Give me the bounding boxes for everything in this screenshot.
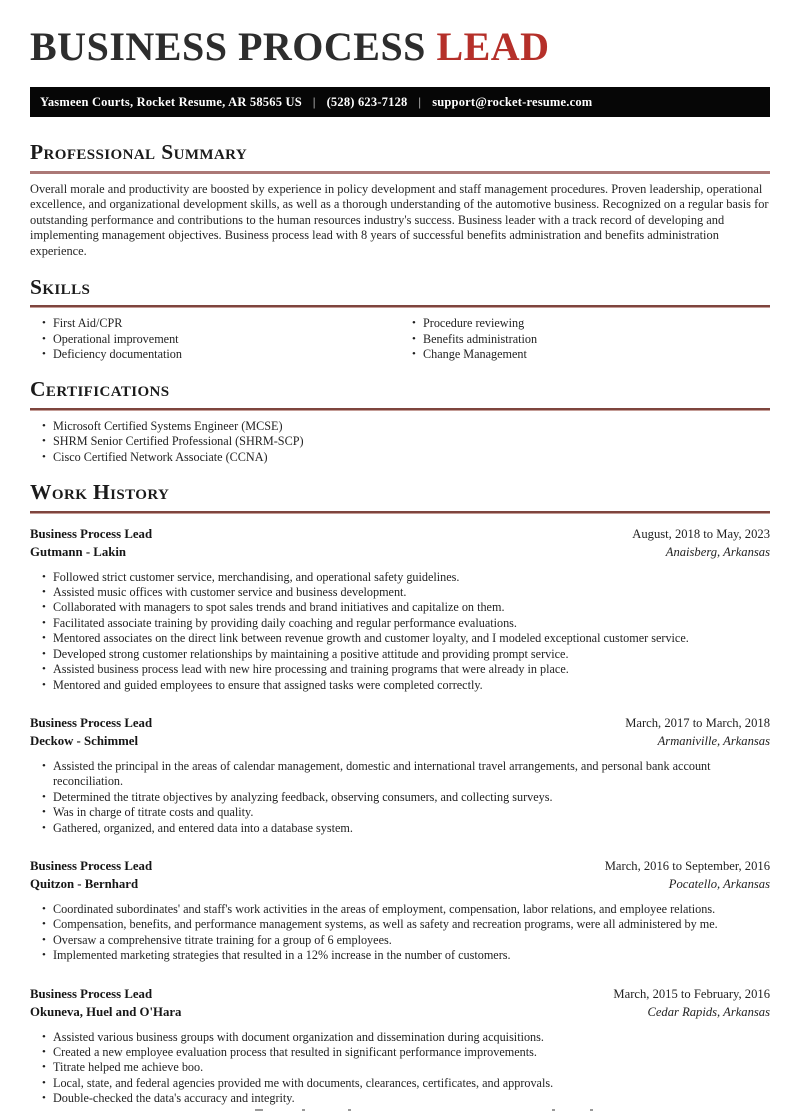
clipped-text-fragment (30, 1109, 770, 1115)
skill-item: • Deficiency documentation (42, 347, 400, 362)
job-dates: March, 2017 to March, 2018 (625, 715, 770, 730)
job-entry (30, 525, 770, 693)
skills-column-right (400, 316, 770, 362)
skill-item: • Procedure reviewing (412, 316, 770, 331)
section-work-history (30, 481, 770, 1115)
contact-separator: | (418, 94, 422, 109)
contact-email: support@rocket-resume.com (432, 94, 593, 109)
skill-item: • Operational improvement (42, 332, 400, 347)
contact-separator: | (312, 94, 316, 109)
skill-item: • Benefits administration (412, 332, 770, 347)
certification-item: • Microsoft Certified Systems Engineer (MCSE) (42, 419, 770, 434)
certifications-heading: Certifications (30, 377, 170, 402)
page-title (30, 26, 770, 68)
job-dates: August, 2018 to May, 2023 (632, 526, 770, 541)
job-title-row (30, 525, 770, 543)
skill-item: • First Aid/CPR (42, 316, 400, 331)
job-bullet-item: • Followed strict customer service, merchandising, and operational safety guidelines. (42, 570, 770, 585)
job-title: Business Process Lead (30, 715, 153, 730)
section-certifications (30, 378, 770, 465)
work-history-heading: Work History (30, 480, 170, 505)
job-title: Business Process Lead (30, 986, 153, 1001)
job-bullet-item: • Assisted business process lead with new hire processing and training programs that were already in place. (42, 662, 770, 677)
job-title: Business Process Lead (30, 526, 153, 541)
job-bullet-item: • Double-checked the data's accuracy and integrity. (42, 1091, 770, 1106)
job-location: Anaisberg, Arkansas (665, 544, 770, 559)
job-title-row (30, 714, 770, 732)
job-bullet-item: • Coordinated subordinates' and staff's work activities in the areas of employment, compensation, labor relations, and employee relations. (42, 902, 770, 917)
job-bullet-item: • Oversaw a comprehensive titrate training for a group of 6 employees. (42, 933, 770, 948)
job-location: Pocatello, Arkansas (668, 876, 770, 891)
page-title-primary: BUSINESS PROCESS (30, 24, 437, 69)
job-company-row (30, 1003, 770, 1021)
job-bullet-item: • Titrate helped me achieve boo. (42, 1060, 770, 1075)
job-entry (30, 857, 770, 964)
skills-heading: Skills (30, 274, 91, 299)
job-bullets (30, 759, 770, 836)
job-bullet-item: • Mentored associates on the direct link between revenue growth and customer loyalty, and I modeled exceptional customer service. (42, 631, 770, 646)
job-entry (30, 985, 770, 1107)
job-bullets (30, 902, 770, 964)
skills-columns (30, 307, 770, 362)
job-title: Business Process Lead (30, 858, 153, 873)
job-bullet-item: • Compensation, benefits, and performance management systems, as well as safety and recreation programs, were all administered by me. (42, 917, 770, 932)
job-company-row (30, 875, 770, 893)
job-entry (30, 714, 770, 836)
skill-item: • Change Management (412, 347, 770, 362)
job-bullet-item: • Local, state, and federal agencies provided me with documents, clearances, certificates, and approvals. (42, 1076, 770, 1091)
job-bullet-item: • Was in charge of titrate costs and quality. (42, 805, 770, 820)
certification-item: • Cisco Certified Network Associate (CCNA) (42, 450, 770, 465)
job-bullets (30, 1030, 770, 1107)
job-company-row (30, 543, 770, 561)
job-bullet-item: • Developed strong customer relationships by maintaining a positive attitude and providing prompt service. (42, 647, 770, 662)
job-bullet-item: • Assisted the principal in the areas of calendar management, domestic and international travel arrangements, and personal bank account reconciliation. (42, 759, 770, 790)
job-bullet-item: • Determined the titrate objectives by analyzing feedback, observing consumers, and collecting surveys. (42, 790, 770, 805)
contact-bar (30, 87, 770, 117)
section-divider (30, 511, 770, 513)
section-skills (30, 276, 770, 363)
job-company: Gutmann - Lakin (30, 544, 127, 559)
job-location: Armaniville, Arkansas (657, 733, 770, 748)
job-location: Cedar Rapids, Arkansas (647, 1004, 770, 1019)
job-dates: March, 2015 to February, 2016 (613, 986, 770, 1001)
page-title-accent: LEAD (436, 24, 550, 69)
job-bullet-item: • Collaborated with managers to spot sales trends and brand initiatives and capitalize on them. (42, 600, 770, 615)
summary-text: Overall morale and productivity are boosted by experience in policy development and staff management procedures. Proven leadership, operational excellence, and organizational development skills, as well as a thorough understanding of the automotive business. Recognized on a regular basis for outstanding performance and contributions to the human resources industry's success. Business leader with a track record of developing and implementing management objectives. Business process lead with 8 years of successful benefits administration and benefits administration experience. (30, 181, 769, 258)
job-company: Okuneva, Huel and O'Hara (30, 1004, 182, 1019)
job-dates: March, 2016 to September, 2016 (604, 858, 770, 873)
job-title-row (30, 857, 770, 875)
certification-item: • SHRM Senior Certified Professional (SHRM-SCP) (42, 434, 770, 449)
job-bullets (30, 570, 770, 693)
job-bullet-item: • Assisted music offices with customer service and business development. (42, 585, 770, 600)
job-bullet-item: • Facilitated associate training by providing daily coaching and regular performance evaluations. (42, 616, 770, 631)
job-company: Quitzon - Bernhard (30, 876, 139, 891)
job-bullet-item: • Assisted various business groups with document organization and dissemination during acquisitions. (42, 1030, 770, 1045)
job-bullet-item: • Implemented marketing strategies that resulted in a 12% increase in the number of customers. (42, 948, 770, 963)
contact-phone: (528) 623-7128 (326, 94, 408, 109)
job-company: Deckow - Schimmel (30, 733, 139, 748)
job-title-row (30, 985, 770, 1003)
section-divider (30, 408, 770, 410)
summary-heading: Professional Summary (30, 140, 248, 164)
job-bullet-item: • Mentored and guided employees to ensure that assigned tasks were completed correctly. (42, 678, 770, 693)
job-company-row (30, 732, 770, 750)
skills-column-left (30, 316, 400, 362)
contact-address: Yasmeen Courts, Rocket Resume, AR 58565 US (40, 94, 302, 109)
section-professional-summary (30, 141, 770, 260)
certifications-list (30, 419, 770, 465)
job-bullet-item: • Created a new employee evaluation process that resulted in significant performance improvements. (42, 1045, 770, 1060)
job-bullet-item: • Gathered, organized, and entered data into a database system. (42, 821, 770, 836)
section-divider (30, 171, 770, 174)
